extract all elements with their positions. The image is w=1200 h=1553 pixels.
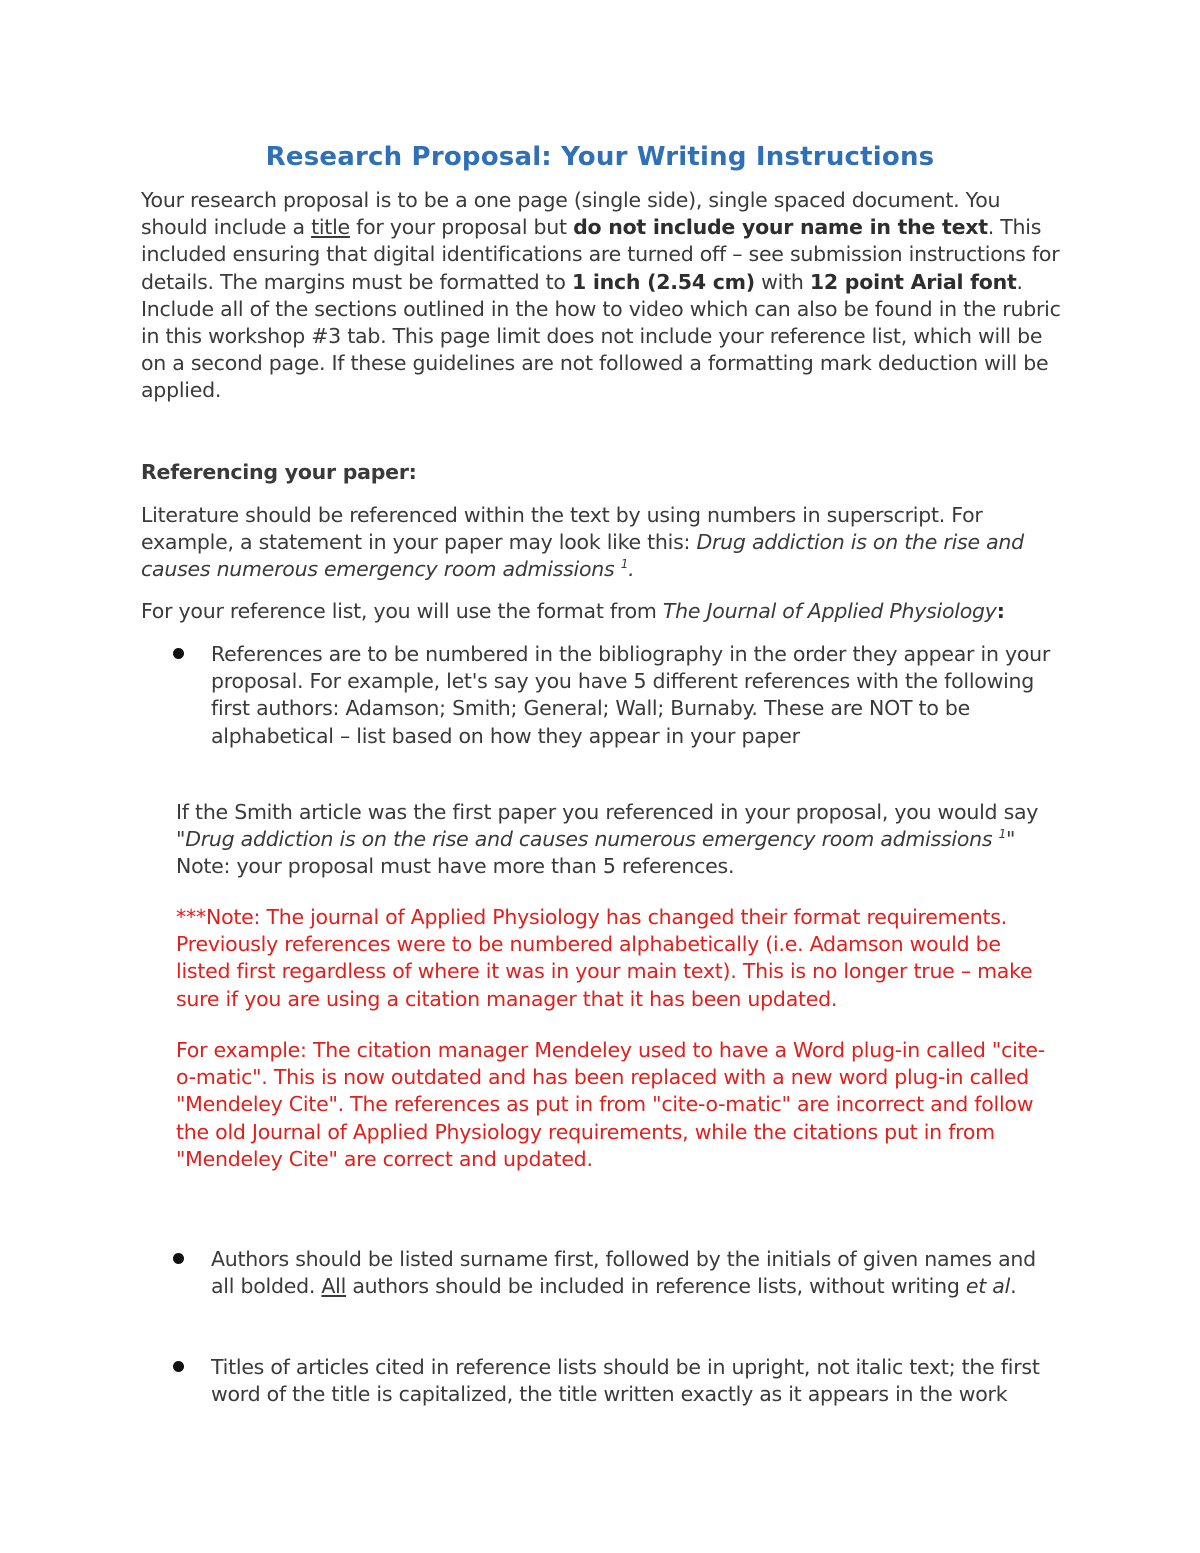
smith-paragraph <box>176 799 1061 881</box>
intro-paragraph <box>141 187 1061 405</box>
format-paragraph <box>141 598 1061 625</box>
intro-text: . Include all of the sections outlined in the how to video which can also be found in the rubric in this workshop #3 tab. This page limit does not include your reference list, which will be on a second page. If these guidelines are not followed a formatting mark deduction will be applied. <box>141 269 1061 403</box>
literature-end: . <box>628 557 635 582</box>
authors-text: authors should be included in reference lists, without writing <box>346 1274 966 1299</box>
intro-text: Your research proposal is to be a one page (single side), single spaced document. You should include a <box>141 188 1001 240</box>
smith-example: Drug addiction is on the rise and causes numerous emergency room admissions <box>185 827 999 852</box>
note-mendeley-example: For example: The citation manager Mendeley used to have a Word plug-in called "cite-o-matic". This is now outdated and has been replaced with a new word plug-in called "Mendeley Cite". The references as put in from "cite-o-matic" are incorrect and follow the old Journal of Applied Physiology requirements, while the citations put in from "Mendeley Cite" are correct and updated. <box>176 1038 1045 1171</box>
intro-bold-name: do not include your name in the text <box>573 215 988 240</box>
intro-bold-margin: 1 inch (2.54 cm) <box>571 269 755 294</box>
document-title: Research Proposal: Your Writing Instructions <box>265 142 935 172</box>
referencing-heading: Referencing your paper: <box>141 460 417 484</box>
authors-all-word: All <box>321 1274 347 1299</box>
authors-text: Authors should be listed surname first, followed by the initials of given names and all bolded. <box>211 1247 1036 1299</box>
superscript-number: 1 <box>620 557 629 572</box>
bullet-item-titles: Titles of articles cited in reference lists should be in upright, not italic text; the first word of the title is capitalized, the title written exactly as it appears in the work <box>211 1355 1040 1407</box>
smith-text: " Note: your proposal must have more than 5 references. <box>176 827 1016 879</box>
format-text: For your reference list, you will use the format from <box>141 599 663 623</box>
intro-text: with <box>754 269 810 294</box>
smith-text: If the Smith article was the first paper you referenced in your proposal, you would say " <box>176 800 1039 852</box>
intro-bold-font: 12 point Arial font <box>809 269 1017 294</box>
note-format-change: ***Note: The journal of Applied Physiology has changed their format requirements. Previously references were to be numbered alphabetically (i.e. Adamson would be listed first regardless of where it was in your main text). This is no longer true – make sure if you are using a citation manager that it has been updated. <box>176 905 1033 1011</box>
bullet-item-authors <box>211 1246 1061 1300</box>
bullet-dot-icon <box>173 648 184 659</box>
bullet-dot-icon <box>173 1361 184 1372</box>
et-al-text: et al <box>965 1274 1011 1299</box>
literature-paragraph <box>141 502 1061 584</box>
literature-text: Literature should be referenced within the text by using numbers in superscript. For example, a statement in your paper may look like this: <box>141 503 983 555</box>
authors-end: . <box>1010 1274 1017 1299</box>
bullet-item-numbering: References are to be numbered in the bibliography in the order they appear in your proposal. For example, let's say you have 5 different references with the following first authors: Adamson; Smith; General; Wall; Burnaby. These are NOT to be alphabetical – list based on how they appear in your paper <box>211 642 1051 748</box>
format-colon: : <box>996 599 1005 623</box>
intro-text: . This included ensuring that digital identifications are turned off – see submission instructions for details. The margins must be formatted to <box>141 215 1060 294</box>
literature-example: Drug addiction is on the rise and causes numerous emergency room admissions <box>141 530 1024 582</box>
intro-title-word: title <box>311 215 350 240</box>
intro-text: for your proposal but <box>349 215 574 240</box>
superscript-number: 1 <box>998 827 1007 842</box>
journal-name: The Journal of Applied Physiology <box>662 599 997 623</box>
bullet-dot-icon <box>173 1253 184 1264</box>
